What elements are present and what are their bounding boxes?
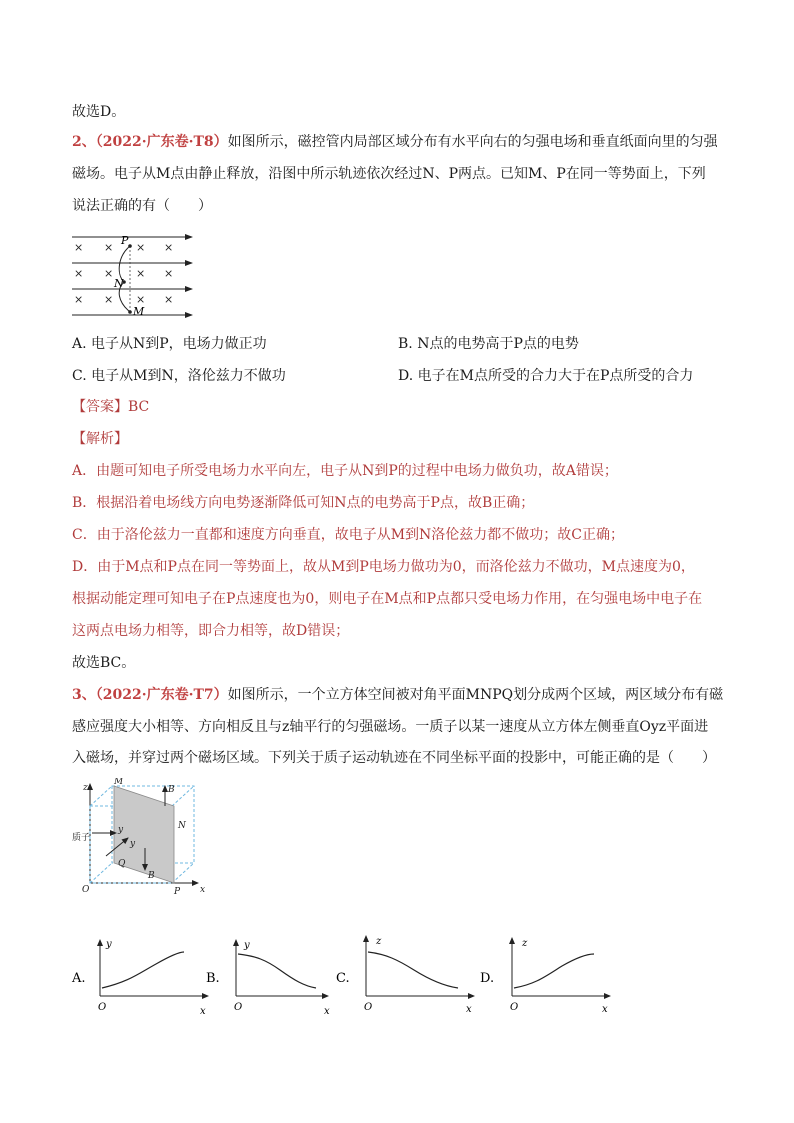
q2-analysis-d-2: 根据动能定理可知电子在P点速度也为0，则电子在M点和P点都只受电场力作用，在匀强电场中电子在 — [72, 591, 703, 607]
q3-stem-line-3: 入磁场，并穿过两个磁场区域。下列关于质子运动轨迹在不同坐标平面的投影中，可能正确的是（ ） — [72, 750, 716, 766]
m-label: M — [114, 778, 124, 787]
q2-option-b: B. N点的电势高于P点的电势 — [398, 336, 579, 352]
proton-label: 质子 — [72, 833, 91, 843]
choice-a-curve — [102, 952, 184, 988]
q3-stem-text-1: 如图所示，一个立方体空间被对角平面MNPQ划分成两个区域，两区域分布有磁 — [227, 687, 724, 703]
svg-text:O: O — [234, 1002, 243, 1013]
q2-stem-line-2: 磁场。电子从M点由静止释放，沿图中所示轨迹依次经过N、P两点。已知M、P在同一等势面上，下列 — [72, 166, 706, 182]
q3-source: （2022·广东卷·T7） — [95, 687, 228, 703]
q2-analysis-title: 【解析】 — [72, 431, 128, 447]
svg-text:×: × — [74, 241, 84, 254]
q3-number: 3、 — [72, 687, 96, 703]
svg-text:z: z — [522, 938, 528, 949]
choice-b-curve — [238, 954, 316, 988]
choice-d-curve — [514, 954, 594, 988]
svg-text:C.: C. — [336, 971, 350, 986]
svg-text:O: O — [364, 1002, 373, 1013]
choice-c-curve — [368, 952, 458, 988]
svg-text:×: × — [74, 267, 84, 280]
x-label: x — [200, 885, 206, 895]
svg-text:x: x — [466, 1004, 472, 1015]
point-p-label: P — [121, 234, 129, 247]
q3-choice-a-graph — [70, 932, 220, 1018]
svg-text:×: × — [104, 293, 114, 306]
svg-text:×: × — [104, 241, 114, 254]
q2-conclusion: 故选BC。 — [72, 655, 136, 671]
svg-text:B.: B. — [206, 971, 220, 986]
q3-choice-d-graph — [478, 932, 628, 1018]
q3-cube-figure — [70, 778, 215, 896]
magnetic-field-crosses — [74, 241, 173, 306]
point-m-label: M — [133, 305, 145, 318]
q2-stem-text-1: 如图所示，磁控管内局部区域分布有水平向右的匀强电场和垂直纸面向里的匀强 — [227, 134, 718, 150]
o-label: O — [82, 885, 90, 895]
q2-stem-line-3: 说法正确的有（ ） — [72, 198, 212, 214]
y-label-2: y — [130, 839, 136, 849]
point-n-label: N — [114, 277, 124, 290]
q2-number: 2、 — [72, 134, 96, 150]
svg-text:×: × — [164, 293, 174, 306]
previous-conclusion: 故选D。 — [72, 104, 126, 120]
svg-text:z: z — [376, 936, 382, 947]
svg-text:×: × — [136, 267, 146, 280]
q2-option-c: C. 电子从M到N，洛伦兹力不做功 — [72, 368, 286, 384]
svg-text:×: × — [164, 267, 174, 280]
q2-option-d: D. 电子在M点所受的合力大于在P点所受的合力 — [398, 368, 694, 384]
q3-choice-b-graph — [204, 932, 344, 1018]
svg-text:O: O — [510, 1002, 519, 1013]
svg-text:y: y — [244, 940, 250, 951]
q2-analysis-d-3: 这两点电场力相等，即合力相等，故D错误； — [72, 623, 350, 639]
q2-analysis-b: B．根据沿着电场线方向电势逐渐降低可知N点的电势高于P点，故B正确； — [72, 495, 535, 511]
svg-text:O: O — [98, 1002, 107, 1013]
q2-analysis-c: C．由于洛伦兹力一直都和速度方向垂直，故电子从M到N洛伦兹力都不做功；故C正确； — [72, 527, 625, 543]
z-label: z — [83, 783, 88, 793]
q3-stem-line-2: 感应强度大小相等、方向相反且与z轴平行的匀强磁场。一质子以某一速度从立方体左侧垂直Oyz平面进 — [72, 719, 709, 735]
svg-text:×: × — [136, 293, 146, 306]
q2-source: （2022·广东卷·T8） — [95, 134, 228, 150]
svg-text:×: × — [164, 241, 174, 254]
q-label: Q — [118, 859, 126, 869]
svg-text:×: × — [136, 241, 146, 254]
svg-text:×: × — [74, 293, 84, 306]
q3-choice-c-graph — [334, 932, 484, 1018]
svg-text:y: y — [106, 939, 112, 950]
q2-magnetron-figure — [70, 232, 200, 322]
b-top-label: B — [168, 785, 175, 795]
q2-analysis-a: A．由题可知电子所受电场力水平向左，电子从N到P的过程中电场力做负功，故A错误； — [72, 463, 618, 479]
p-label: P — [174, 887, 181, 896]
q3-stem-line-1 — [72, 685, 723, 705]
svg-text:×: × — [104, 267, 114, 280]
q2-analysis-d-1: D．由于M点和P点在同一等势面上，故从M到P电场力做功为0，而洛伦兹力不做功，M点速度为0， — [72, 559, 695, 575]
q2-stem-line-1 — [72, 132, 718, 152]
n-label: N — [178, 821, 186, 831]
svg-text:x: x — [200, 1006, 206, 1017]
q2-answer: 【答案】BC — [72, 399, 150, 415]
q2-option-a: A. 电子从N到P，电场力做正功 — [72, 336, 267, 352]
svg-text:x: x — [602, 1004, 608, 1015]
svg-text:A.: A. — [72, 971, 86, 986]
b-bottom-label: B — [148, 871, 155, 881]
svg-text:x: x — [324, 1006, 330, 1017]
y-label-1: y — [118, 825, 124, 835]
svg-text:D.: D. — [480, 971, 495, 986]
